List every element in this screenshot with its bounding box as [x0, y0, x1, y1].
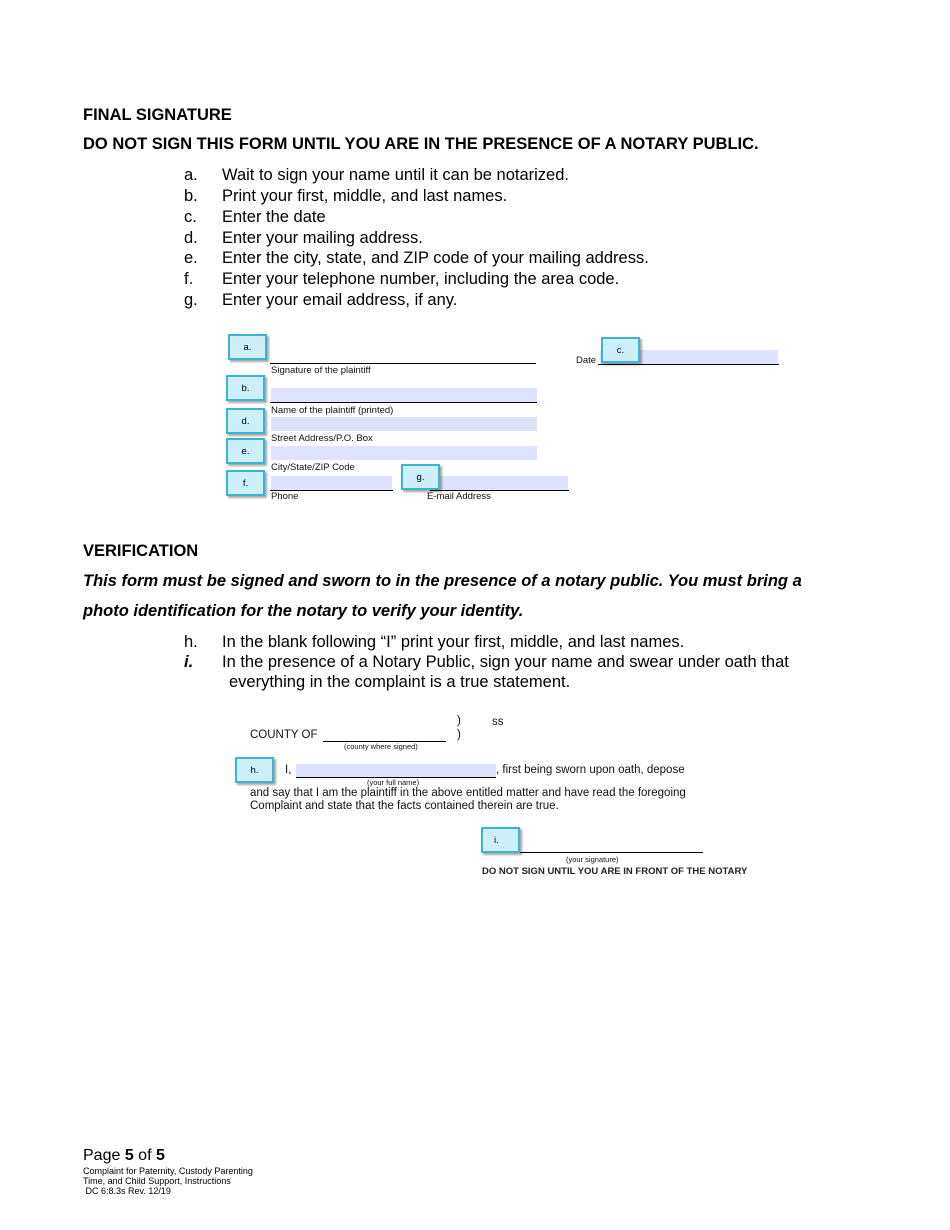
- page-of: of: [133, 1147, 156, 1164]
- name-label: Name of the plaintiff (printed): [271, 405, 394, 416]
- step-text: Enter the city, state, and ZIP code of your mailing address.: [222, 249, 649, 267]
- notary-warning: DO NOT SIGN THIS FORM UNTIL YOU ARE IN THE PRESENCE OF A NOTARY PUBLIC.: [83, 135, 759, 153]
- page-current: 5: [124, 1147, 134, 1164]
- step-b: [184, 187, 507, 206]
- name-line: [270, 402, 537, 403]
- tag-i[interactable]: i.: [481, 827, 520, 853]
- full-name-hint: (your full name): [367, 778, 420, 787]
- footer-form-code: DC 6:8.3s Rev. 12/19: [83, 1186, 171, 1196]
- step-text: In the presence of a Notary Public, sign your name and swear under oath that: [222, 653, 789, 671]
- step-i: [184, 653, 789, 672]
- footer-line1: Complaint for Paternity, Custody Parenting: [83, 1166, 253, 1176]
- signature-hint: (your signature): [566, 855, 619, 864]
- page-total: 5: [155, 1147, 165, 1164]
- paren-bottom: ): [457, 729, 461, 741]
- step-text: In the blank following “I” print your first, middle, and last names.: [222, 633, 685, 651]
- tag-g[interactable]: g.: [401, 464, 440, 490]
- tag-e[interactable]: e.: [226, 438, 265, 464]
- street-label: Street Address/P.O. Box: [271, 433, 373, 444]
- step-h: [184, 633, 684, 652]
- sworn-text: , first being sworn upon oath, depose: [496, 764, 685, 776]
- step-letter: b.: [184, 187, 198, 205]
- step-d: [184, 229, 423, 248]
- footer-line2: Time, and Child Support, Instructions: [83, 1176, 231, 1186]
- county-hint: (county where signed): [344, 742, 418, 751]
- final-signature-heading: FINAL SIGNATURE: [83, 106, 232, 124]
- ss-label: ss: [492, 716, 504, 728]
- step-letter: e.: [184, 249, 198, 267]
- step-letter: h.: [184, 633, 198, 651]
- step-text: Enter your email address, if any.: [222, 291, 458, 309]
- do-not-sign-warning: DO NOT SIGN UNTIL YOU ARE IN FRONT OF THE NOTARY: [482, 866, 748, 877]
- step-e: [184, 249, 649, 268]
- city-label: City/State/ZIP Code: [271, 462, 355, 473]
- step-a: [184, 166, 569, 185]
- street-address-field[interactable]: [271, 417, 537, 431]
- full-name-field[interactable]: [296, 764, 496, 777]
- county-of-label: COUNTY OF: [250, 729, 318, 741]
- step-letter: a.: [184, 166, 198, 184]
- tag-a[interactable]: a.: [228, 334, 267, 360]
- step-f: [184, 270, 619, 289]
- verification-notice-line2: photo identification for the notary to verify your identity.: [83, 602, 524, 620]
- signature-label: Signature of the plaintiff: [271, 365, 371, 376]
- tag-h[interactable]: h.: [235, 757, 274, 783]
- step-c: [184, 208, 326, 227]
- phone-field[interactable]: [271, 476, 392, 490]
- paren-top: ): [457, 715, 461, 727]
- step-text: Print your first, middle, and last names.: [222, 187, 508, 205]
- step-g: [184, 291, 457, 310]
- plaintiff-name-field[interactable]: [271, 388, 537, 402]
- step-text: Enter your telephone number, including the area code.: [222, 270, 620, 288]
- step-i-continued: everything in the complaint is a true statement.: [229, 673, 571, 691]
- page-number: [83, 1147, 165, 1165]
- email-label: E-mail Address: [427, 491, 491, 502]
- date-line: [598, 364, 779, 365]
- step-letter: i.: [184, 653, 194, 671]
- tag-b[interactable]: b.: [226, 375, 265, 401]
- step-text: Wait to sign your name until it can be notarized.: [222, 166, 569, 184]
- step-letter: f.: [184, 270, 194, 288]
- notary-signature-line[interactable]: [520, 852, 703, 853]
- phone-label: Phone: [271, 491, 299, 502]
- verification-heading: VERIFICATION: [83, 542, 199, 560]
- i-label: I,: [285, 764, 292, 776]
- oath-text-line1: and say that I am the plaintiff in the above entitled matter and have read the foregoing: [250, 787, 686, 799]
- tag-d[interactable]: d.: [226, 408, 265, 434]
- signature-line[interactable]: [270, 363, 536, 364]
- step-text: Enter your mailing address.: [222, 229, 423, 247]
- step-letter: c.: [184, 208, 197, 226]
- step-letter: g.: [184, 291, 198, 309]
- email-field[interactable]: [430, 476, 568, 490]
- date-label: Date: [576, 355, 597, 366]
- verification-notice-line1: This form must be signed and sworn to in the presence of a notary public. You must bring a: [83, 572, 802, 590]
- tag-f[interactable]: f.: [226, 470, 265, 496]
- tag-c[interactable]: c.: [601, 337, 640, 363]
- step-letter: d.: [184, 229, 198, 247]
- city-state-zip-field[interactable]: [271, 446, 537, 460]
- step-text: Enter the date: [222, 208, 326, 226]
- oath-text-line2: Complaint and state that the facts contained therein are true.: [250, 800, 559, 812]
- page-prefix: Page: [83, 1147, 125, 1164]
